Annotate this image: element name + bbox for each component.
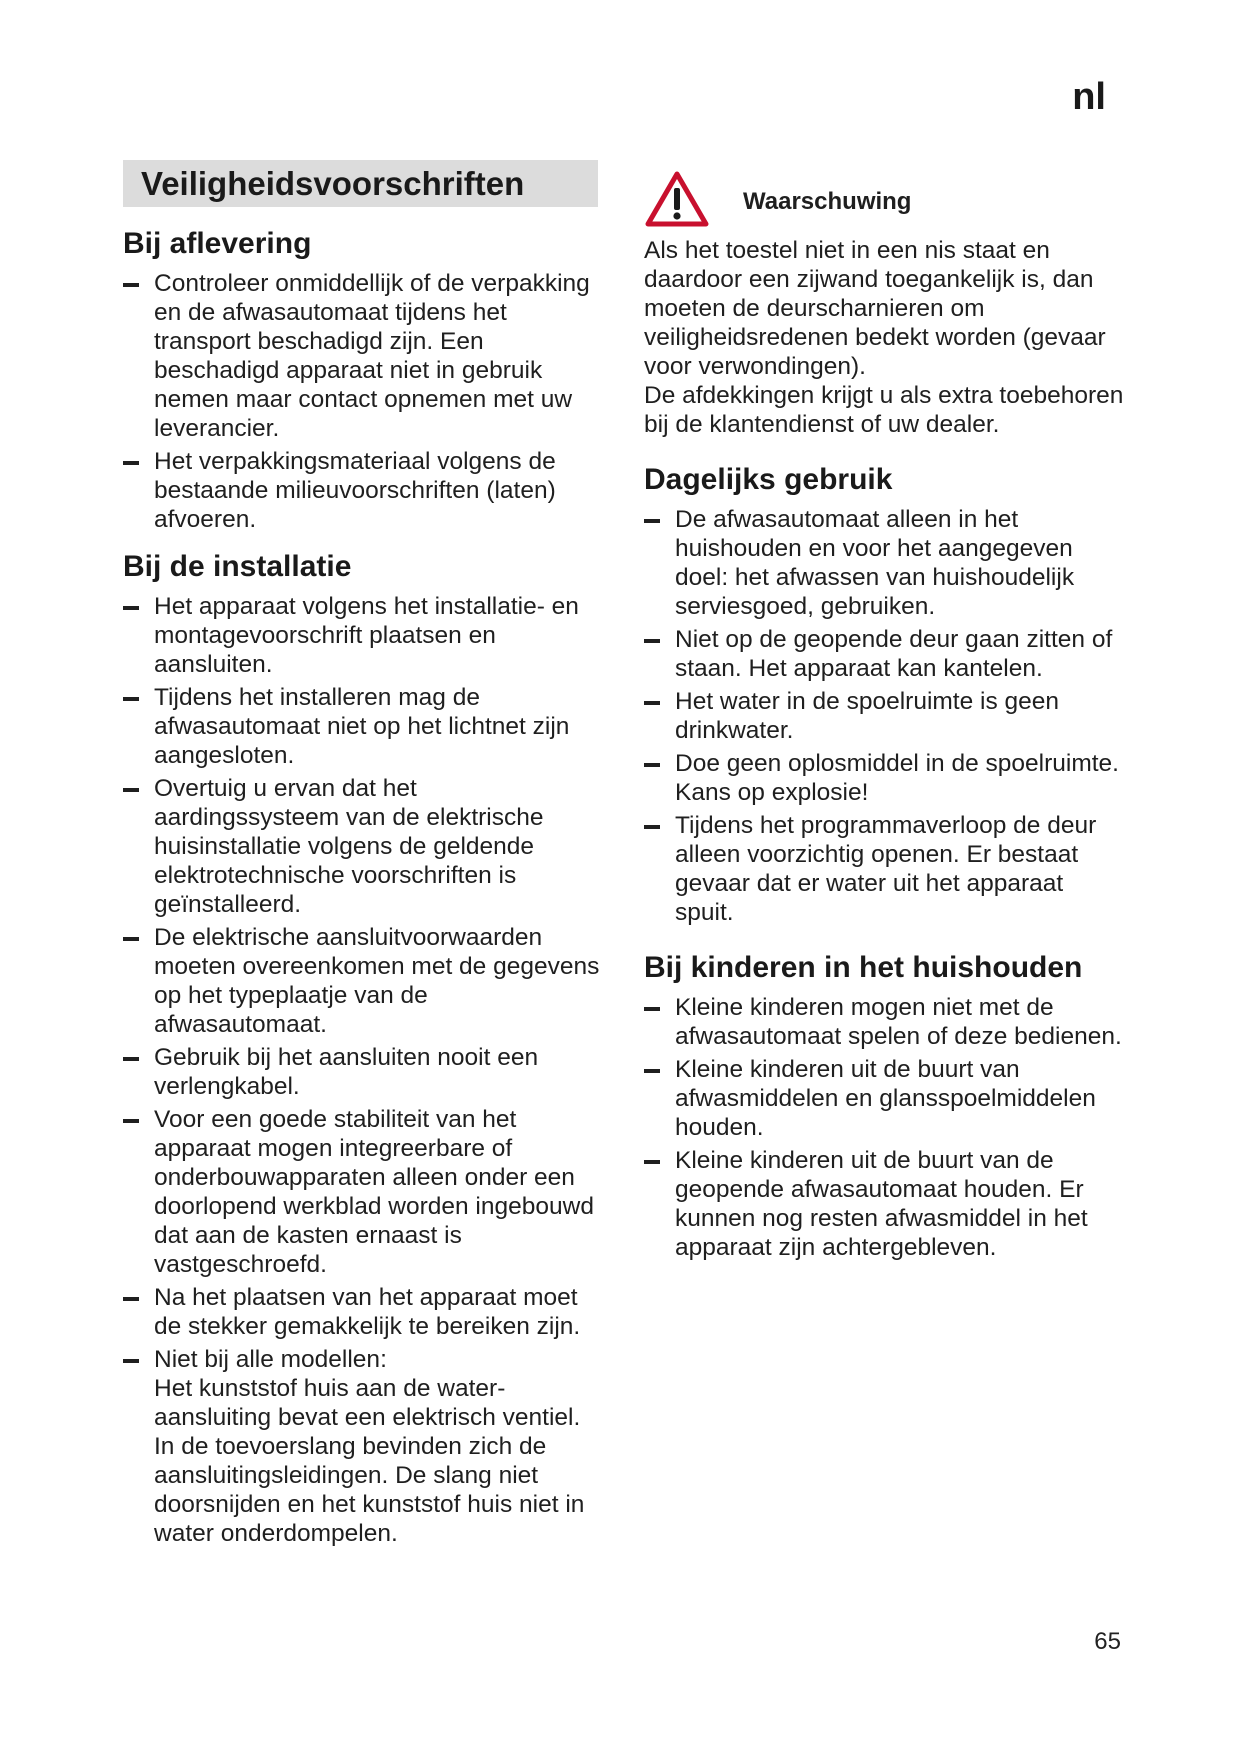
installation-list (123, 592, 603, 1548)
list-item: Tijdens het installeren mag de afwasautomaat niet op het lichtnet zijn aangesloten. (123, 683, 603, 770)
children-list (644, 993, 1124, 1262)
warning-triangle-icon (644, 170, 710, 228)
daily-use-list (644, 505, 1124, 927)
right-column (644, 168, 1124, 1266)
list-item: Het water in de spoelruimte is geen drinkwater. (644, 687, 1124, 745)
warning-title: Waarschuwing (743, 188, 912, 215)
list-item: Kleine kinderen uit de buurt van de geopende afwasautomaat houden. Er kunnen nog resten afwasmiddel in het apparaat zijn achtergebleven. (644, 1146, 1124, 1262)
list-item: De elektrische aansluitvoorwaarden moeten overeenkomen met de gegevens op het typeplaatje van de afwasautomaat. (123, 923, 603, 1039)
installation-heading: Bij de installatie (123, 550, 352, 583)
daily-use-heading: Dagelijks gebruik (644, 463, 893, 496)
section-title: Veiligheidsvoorschriften (123, 160, 598, 207)
list-item: De afwasautomaat alleen in het huishouden en voor het aangegeven doel: het afwassen van huishoudelijk serviesgoed, gebruiken. (644, 505, 1124, 621)
list-item: Het apparaat volgens het installatie- en montagevoorschrift plaatsen en aansluiten. (123, 592, 603, 679)
list-item: Overtuig u ervan dat het aardingssysteem van de elektrische huisinstallatie volgens de geldende elektrotechnische voorschriften is geïnstalleerd. (123, 774, 603, 919)
list-item: Tijdens het programmaverloop de deur alleen voorzichtig openen. Er bestaat gevaar dat er water uit het apparaat spuit. (644, 811, 1124, 927)
list-item: Het verpakkingsmateriaal volgens de bestaande milieuvoorschriften (laten) afvoeren. (123, 447, 603, 534)
list-item: Niet op de geopende deur gaan zitten of staan. Het apparaat kan kantelen. (644, 625, 1124, 683)
list-item: Niet bij alle modellen: Het kunststof huis aan de water-aansluiting bevat een elektrisch ventiel. In de toevoerslang bevinden zich de aansluitingsleidingen. De slang niet doorsnijden en het kunststof huis niet in water onderdompelen. (123, 1345, 603, 1548)
delivery-heading: Bij aflevering (123, 227, 312, 260)
list-item: Na het plaatsen van het apparaat moet de stekker gemakkelijk te bereiken zijn. (123, 1283, 603, 1341)
list-item: Gebruik bij het aansluiten nooit een verlengkabel. (123, 1043, 603, 1101)
list-item: Kleine kinderen mogen niet met de afwasautomaat spelen of deze bedienen. (644, 993, 1124, 1051)
list-item: Kleine kinderen uit de buurt van afwasmiddelen en glansspoelmiddelen houden. (644, 1055, 1124, 1142)
children-heading: Bij kinderen in het huishouden (644, 951, 1083, 984)
list-item: Controleer onmiddellijk of de verpakking en de afwasautomaat tijdens het transport beschadigd zijn. Een beschadigd apparaat niet in gebruik nemen maar contact opnemen met uw leverancier. (123, 269, 603, 443)
warning-text: Als het toestel niet in een nis staat en daardoor een zijwand toegankelijk is, dan moeten de deurscharnieren om veiligheidsredenen bedekt worden (gevaar voor verwondingen). De afdekkingen krijgt u als extra toebehoren bij de klantendienst of uw dealer. (644, 237, 1124, 438)
list-item: Doe geen oplosmiddel in de spoelruimte. Kans op explosie! (644, 749, 1124, 807)
page-number: 65 (1094, 1628, 1121, 1655)
warning-header (644, 168, 1124, 230)
language-code: nl (1072, 76, 1106, 118)
left-column (123, 160, 603, 1552)
delivery-list (123, 269, 603, 534)
list-item: Voor een goede stabiliteit van het apparaat mogen integreerbare of onderbouwapparaten alleen onder een doorlopend werkblad worden ingebouwd dat aan de kasten ernaast is vastgeschroefd. (123, 1105, 603, 1279)
